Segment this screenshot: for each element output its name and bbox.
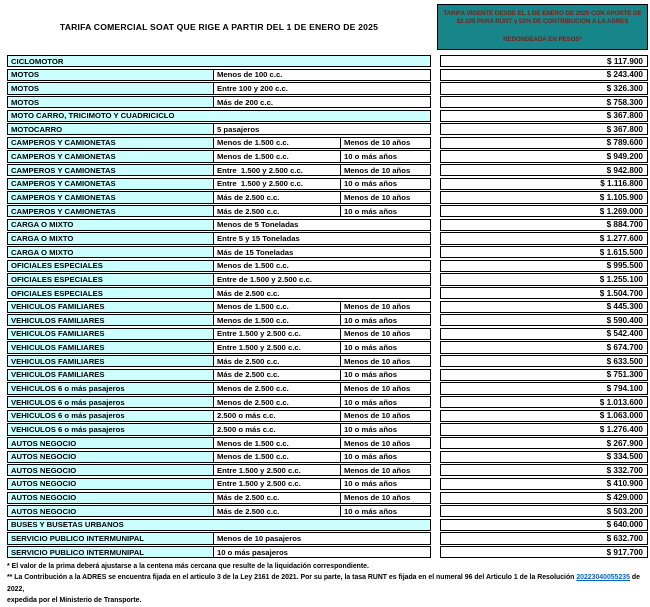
tariff-row [7,546,431,558]
price-cell: $ 1.269.000 [440,205,648,217]
footnote-2-line2: expedida por el Ministerio de Transporte. [7,597,142,605]
price-cell: $ 445.300 [440,301,648,313]
price-cell: $ 758.300 [440,96,648,108]
engine-cell: 2.500 o más c.c. [213,411,340,421]
price-cell: $ 1.277.600 [440,232,648,244]
engine-cell: Más de 2.500 c.c. [213,370,340,380]
tariff-row [7,301,431,313]
engine-cell: Menos de 1.500 c.c. [213,261,430,271]
engine-cell: Menos de 2.500 c.c. [213,397,340,407]
category-cell: OFICIALES ESPECIALES [8,288,213,298]
price-cell: $ 367.800 [440,123,648,135]
engine-cell: Entre 1.500 y 2.500 c.c. [213,479,340,489]
tariff-row [7,55,431,67]
category-cell: VEHICULOS FAMILIARES [8,302,213,312]
category-cell: CAMPEROS Y CAMIONETAS [8,206,213,216]
tariff-row [7,478,431,490]
category-cell: MOTOCARRO [8,124,213,134]
tariff-row [7,532,431,544]
tariff-row [7,369,431,381]
price-cell: $ 789.600 [440,137,648,149]
age-cell: 10 o más años [340,506,430,516]
price-cell: $ 884.700 [440,219,648,231]
price-cell: $ 640.000 [440,519,648,531]
tariff-row [7,150,431,162]
tariff-row [7,137,431,149]
tariff-row [7,164,431,176]
age-cell: 10 o más años [340,342,430,352]
price-cell: $ 117.900 [440,55,648,67]
price-cell: $ 334.500 [440,451,648,463]
engine-cell: Menos de 100 c.c. [213,70,430,80]
category-cell: OFICIALES ESPECIALES [8,274,213,284]
category-cell: AUTOS NEGOCIO [8,493,213,503]
category-cell: MOTO CARRO, TRICIMOTO Y CUADRICICLO [8,111,430,121]
price-cell: $ 632.700 [440,532,648,544]
category-cell: VEHICULOS FAMILIARES [8,342,213,352]
footnote-2-tail: de 2022, [7,574,640,593]
price-cell: $ 590.400 [440,314,648,326]
tariff-row [7,505,431,517]
price-cell: $ 410.900 [440,478,648,490]
price-cell: $ 995.500 [440,260,648,272]
category-cell: AUTOS NEGOCIO [8,479,213,489]
age-cell: 10 o más años [340,151,430,161]
category-cell: VEHICULOS FAMILIARES [8,356,213,366]
tariff-row [7,205,431,217]
engine-cell: Más de 2.500 c.c. [213,206,340,216]
footnote-2 [7,572,645,595]
tariff-row [7,260,431,272]
category-cell: AUTOS NEGOCIO [8,438,213,448]
tariff-row [7,314,431,326]
tariff-row [7,410,431,422]
age-cell: Menos de 10 años [340,383,430,393]
price-cell: $ 1.063.000 [440,410,648,422]
engine-cell: 10 o más pasajeros [213,547,430,557]
banner-subtext: REDONDEADA EN PESOS* [503,36,582,44]
tariff-row [7,382,431,394]
age-cell: Menos de 10 años [340,493,430,503]
tariff-row [7,341,431,353]
category-cell: MOTOS [8,70,213,80]
price-cell: $ 367.800 [440,110,648,122]
age-cell: Menos de 10 años [340,356,430,366]
engine-cell: Entre 1.500 y 2.500 c.c. [213,465,340,475]
age-cell: Menos de 10 años [340,411,430,421]
age-cell: 10 o más años [340,479,430,489]
tariff-row [7,123,431,135]
category-cell: CICLOMOTOR [8,56,430,66]
age-cell: Menos de 10 años [340,329,430,339]
category-cell: CAMPEROS Y CAMIONETAS [8,151,213,161]
resolution-link[interactable]: 20223040055235 [576,574,630,582]
engine-cell: Más de 2.500 c.c. [213,288,430,298]
age-cell: Menos de 10 años [340,465,430,475]
price-cell: $ 1.276.400 [440,423,648,435]
engine-cell: Menos de 2.500 c.c. [213,383,340,393]
category-cell: VEHICULOS 6 o más pasajeros [8,383,213,393]
banner-main-text: TARIFA VIGENTE DESDE EL 1 DE ENERO DE 2025 CON APORTE DE $2.100 PARA RUNT y 52% DE CONTRIBUCIÓN A LA ADRES [443,10,642,25]
tariff-row [7,519,431,531]
tariff-row [7,110,431,122]
price-cell: $ 1.504.700 [440,287,648,299]
engine-cell: Menos de 1.500 c.c. [213,315,340,325]
category-cell: SERVICIO PUBLICO INTERMUNIPAL [8,547,213,557]
category-cell: CAMPEROS Y CAMIONETAS [8,138,213,148]
page-title: TARIFA COMERCIAL SOAT QUE RIGE A PARTIR DEL 1 DE ENERO DE 2025 [59,22,379,32]
tariff-row [7,191,431,203]
tariff-row [7,396,431,408]
price-cell: $ 243.400 [440,69,648,81]
category-cell: CAMPEROS Y CAMIONETAS [8,165,213,175]
tariff-row [7,355,431,367]
engine-cell: Entre 5 y 15 Toneladas [213,233,430,243]
tariff-row [7,423,431,435]
tariff-row [7,219,431,231]
price-cell: $ 949.200 [440,150,648,162]
price-cell: $ 794.100 [440,382,648,394]
tariff-row [7,82,431,94]
age-cell: 10 o más años [340,315,430,325]
category-cell: MOTOS [8,83,213,93]
category-cell: CARGA O MIXTO [8,247,213,257]
engine-cell: Más de 200 c.c. [213,97,430,107]
tariff-row [7,287,431,299]
age-cell: Menos de 10 años [340,165,430,175]
category-cell: VEHICULOS 6 o más pasajeros [8,424,213,434]
tariff-row [7,96,431,108]
engine-cell: Menos de 10 pasajeros [213,533,430,543]
engine-cell: Más de 2.500 c.c. [213,506,340,516]
category-cell: CARGA O MIXTO [8,233,213,243]
category-cell: BUSES Y BUSETAS URBANOS [8,520,430,530]
tariff-row [7,492,431,504]
engine-cell: Menos de 5 Toneladas [213,220,430,230]
tariff-row [7,246,431,258]
engine-cell: Menos de 1.500 c.c. [213,452,340,462]
category-cell: VEHICULOS 6 o más pasajeros [8,397,213,407]
engine-cell: Menos de 1.500 c.c. [213,438,340,448]
engine-cell: Más de 15 Toneladas [213,247,430,257]
price-cell: $ 267.900 [440,437,648,449]
category-cell: VEHICULOS FAMILIARES [8,329,213,339]
price-cell: $ 1.105.900 [440,191,648,203]
tariff-row [7,451,431,463]
engine-cell: Más de 2.500 c.c. [213,356,340,366]
price-cell: $ 332.700 [440,464,648,476]
footnote-2-text: ** La Contribución a la ADRES se encuentra fijada en el articulo 3 de la Ley 2161 de 2021. Por su parte, la tasa RUNT es fijada en el numeral 96 del Articulo 1 de la Resolución [7,574,577,582]
engine-cell: 5 pasajeros [213,124,430,134]
category-cell: VEHICULOS FAMILIARES [8,315,213,325]
tariff-row [7,69,431,81]
engine-cell: Más de 2.500 c.c. [213,493,340,503]
footnote-1: * El valor de la prima deberá ajustarse a la centena más cercana que resulte de la liquidación correspondiente. [7,563,369,570]
engine-cell: 2.500 o más c.c. [213,424,340,434]
age-cell: 10 o más años [340,179,430,189]
age-cell: 10 o más años [340,424,430,434]
age-cell: Menos de 10 años [340,138,430,148]
price-cell: $ 542.400 [440,328,648,340]
engine-cell: Entre 1.500 y 2.500 c.c. [213,342,340,352]
price-cell: $ 1.255.100 [440,273,648,285]
category-cell: AUTOS NEGOCIO [8,452,213,462]
price-cell: $ 1.116.800 [440,178,648,190]
engine-cell: Más de 2.500 c.c. [213,192,340,202]
category-cell: OFICIALES ESPECIALES [8,261,213,271]
engine-cell: Entre 1.500 y 2.500 c.c. [213,165,340,175]
age-cell: 10 o más años [340,370,430,380]
category-cell: CAMPEROS Y CAMIONETAS [8,179,213,189]
tariff-row [7,437,431,449]
price-cell: $ 429.000 [440,492,648,504]
tariff-row [7,464,431,476]
category-cell: VEHICULOS FAMILIARES [8,370,213,380]
category-cell: CAMPEROS Y CAMIONETAS [8,192,213,202]
tariff-row [7,328,431,340]
age-cell: Menos de 10 años [340,438,430,448]
tariff-row [7,232,431,244]
price-cell: $ 1.013.600 [440,396,648,408]
engine-cell: Entre de 1.500 y 2.500 c.c. [213,274,430,284]
category-cell: AUTOS NEGOCIO [8,465,213,475]
price-cell: $ 1.615.500 [440,246,648,258]
price-cell: $ 917.700 [440,546,648,558]
engine-cell: Entre 1.500 y 2.500 c.c. [213,179,340,189]
tariff-row [7,273,431,285]
age-cell: Menos de 10 años [340,192,430,202]
price-cell: $ 942.800 [440,164,648,176]
tariff-banner [437,4,648,50]
price-cell: $ 326.300 [440,82,648,94]
age-cell: Menos de 10 años [340,302,430,312]
category-cell: CARGA O MIXTO [8,220,213,230]
category-cell: AUTOS NEGOCIO [8,506,213,516]
age-cell: 10 o más años [340,452,430,462]
category-cell: SERVICIO PUBLICO INTERMUNIPAL [8,533,213,543]
age-cell: 10 o más años [340,397,430,407]
engine-cell: Menos de 1.500 c.c. [213,138,340,148]
footnotes [7,561,645,607]
category-cell: MOTOS [8,97,213,107]
engine-cell: Menos de 1.500 c.c. [213,302,340,312]
category-cell: VEHICULOS 6 o más pasajeros [8,411,213,421]
price-cell: $ 751.300 [440,369,648,381]
price-cell: $ 674.700 [440,341,648,353]
age-cell: 10 o más años [340,206,430,216]
engine-cell: Entre 1.500 y 2.500 c.c. [213,329,340,339]
engine-cell: Menos de 1.500 c.c. [213,151,340,161]
tariff-grid [7,55,648,558]
price-cell: $ 633.500 [440,355,648,367]
engine-cell: Entre 100 y 200 c.c. [213,83,430,93]
price-cell: $ 503.200 [440,505,648,517]
tariff-row [7,178,431,190]
